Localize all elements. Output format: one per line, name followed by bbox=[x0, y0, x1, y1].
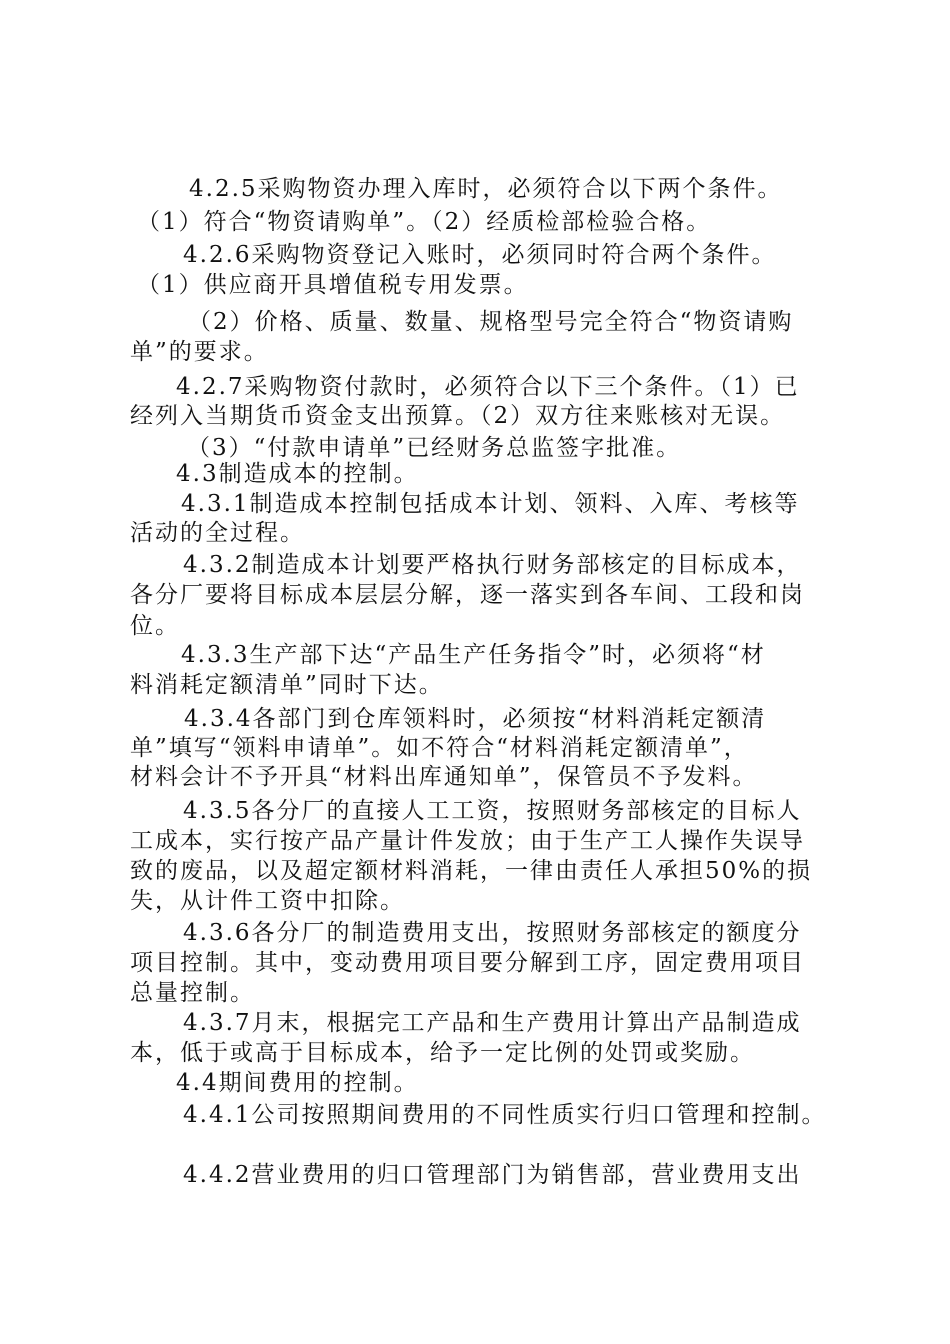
text-line-4-2-5: 4.2.5采购物资办理入库时，必须符合以下两个条件。 bbox=[189, 176, 783, 202]
text-line: （3）“付款申请单”已经财务总监签字批准。 bbox=[187, 435, 682, 461]
text-line: 活动的全过程。 bbox=[130, 520, 305, 546]
text-line-4-4-2: 4.4.2营业费用的归口管理部门为销售部，营业费用支出 bbox=[183, 1162, 802, 1188]
text-line-4-2-7: 4.2.7采购物资付款时，必须符合以下三个条件。（1）已 bbox=[176, 374, 800, 400]
text-line: 工成本，实行按产品产量计件发放；由于生产工人操作失误导 bbox=[130, 828, 805, 854]
section-heading-4-4: 4.4期间费用的控制。 bbox=[176, 1070, 419, 1096]
text-line: 项目控制。其中，变动费用项目要分解到工序，固定费用项目 bbox=[130, 950, 805, 976]
text-line: （1）符合“物资请购单”。（2）经质检部检验合格。 bbox=[137, 209, 712, 235]
text-line: （2）价格、质量、数量、规格型号完全符合“物资请购 bbox=[188, 309, 794, 335]
text-line: 位。 bbox=[130, 613, 180, 639]
text-line: 料消耗定额清单”同时下达。 bbox=[130, 672, 444, 698]
text-line: 单”填写“领料申请单”。如不符合“材料消耗定额清单”， bbox=[130, 735, 749, 761]
section-heading-4-3: 4.3制造成本的控制。 bbox=[176, 461, 419, 487]
text-line: 总量控制。 bbox=[130, 980, 255, 1006]
text-line: 致的废品，以及超定额材料消耗，一律由责任人承担50%的损 bbox=[130, 858, 813, 884]
text-line: 单”的要求。 bbox=[130, 339, 269, 365]
text-line-4-3-4: 4.3.4各部门到仓库领料时，必须按“材料消耗定额清 bbox=[184, 706, 767, 732]
text-line-4-3-3: 4.3.3生产部下达“产品生产任务指令”时，必须将“材 bbox=[181, 642, 766, 668]
text-line: 本，低于或高于目标成本，给予一定比例的处罚或奖励。 bbox=[130, 1040, 755, 1066]
text-line: 失，从计件工资中扣除。 bbox=[130, 888, 405, 914]
text-line: （1）供应商开具增值税专用发票。 bbox=[137, 272, 529, 298]
text-line-4-3-5: 4.3.5各分厂的直接人工工资，按照财务部核定的目标人 bbox=[183, 798, 802, 824]
text-line-4-3-2: 4.3.2制造成本计划要严格执行财务部核定的目标成本， bbox=[183, 552, 802, 578]
text-line-4-3-1: 4.3.1制造成本控制包括成本计划、领料、入库、考核等 bbox=[181, 491, 800, 517]
text-line-4-3-6: 4.3.6各分厂的制造费用支出，按照财务部核定的额度分 bbox=[183, 920, 802, 946]
text-line: 经列入当期货币资金支出预算。（2）双方往来账核对无误。 bbox=[130, 403, 786, 429]
text-line-4-2-6: 4.2.6采购物资登记入账时，必须同时符合两个条件。 bbox=[183, 242, 777, 268]
text-line-4-3-7: 4.3.7月末，根据完工产品和生产费用计算出产品制造成 bbox=[183, 1010, 802, 1036]
text-line-4-4-1: 4.4.1公司按照期间费用的不同性质实行归口管理和控制。 bbox=[183, 1102, 827, 1128]
text-line: 材料会计不予开具“材料出库通知单”，保管员不予发料。 bbox=[130, 764, 758, 790]
text-line: 各分厂要将目标成本层层分解，逐一落实到各车间、工段和岗 bbox=[130, 582, 805, 608]
